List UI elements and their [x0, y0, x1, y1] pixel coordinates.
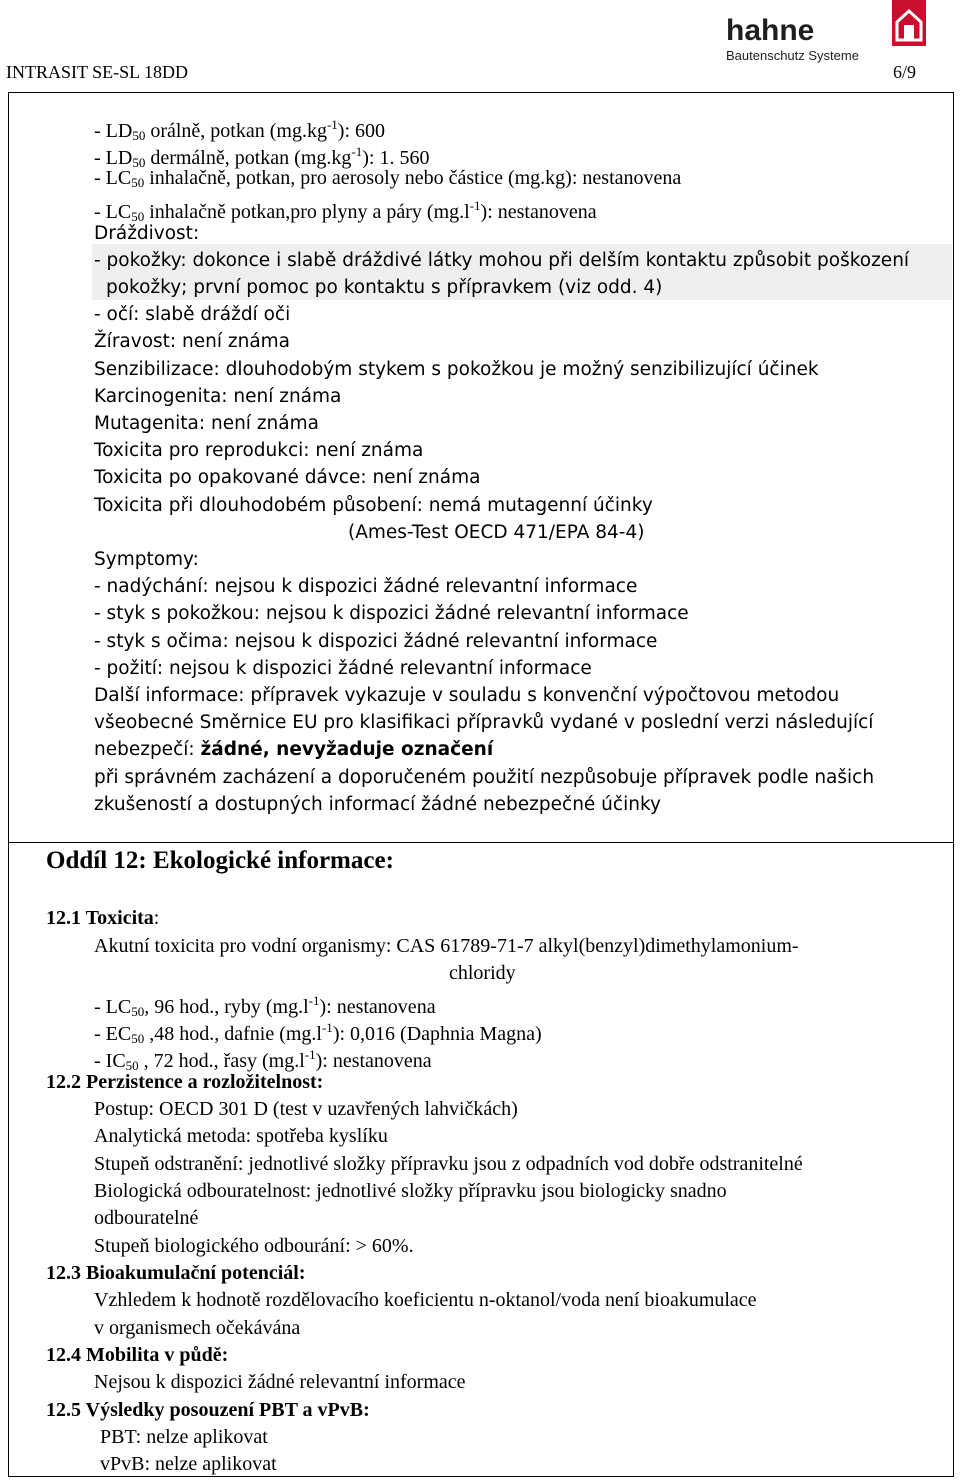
further-info-line-5: zkušeností a dostupných informací žádné nebezpečné účinky [94, 794, 661, 815]
lc50-gas-line: - $LC_{50}$ inhalačně potkan,pro plyny a páry $(mg.l^{-1})$: nestanovena [94, 198, 597, 224]
acute-toxicity-line-2: chloridy [449, 962, 516, 984]
ld50-oral-line: - $LD_{50}$ orálně, potkan $(mg.kg^{-1})$: 600 [94, 117, 386, 143]
logo-wordmark: hahne [726, 14, 815, 47]
further-info-line-4: při správném zacházení a doporučeném použití nezpůsobuje přípravek podle našich [94, 767, 875, 788]
ld50-dermal-line: - $LD_{50}$ dermálně, potkan $(mg.kg^{-1})$: 1. 560 [94, 144, 430, 170]
symptoms-label: Symptomy: [94, 549, 199, 570]
ames-test-line: (Ames-Test OECD 471/EPA 84-4) [348, 522, 645, 543]
mobility-line: Nejsou k dispozici žádné relevantní informace [94, 1371, 466, 1393]
subsection-12-5-heading: 12.5 Výsledky posouzení PBT a vPvB: [46, 1399, 370, 1421]
carcinogenicity-line: Karcinogenita: není známa [94, 386, 342, 407]
symptom-inhalation: - nadýchání: nejsou k dispozici žádné relevantní informace [94, 576, 638, 597]
analytic-method-line: Analytická metoda: spotřeba kyslíku [94, 1125, 388, 1147]
biodegradability-line-1: Biologická odbouratelnost: jednotlivé složky přípravku jsou biologicky snadno [94, 1180, 727, 1202]
document-title: INTRASIT SE-SL 18DD [6, 62, 189, 82]
lc50-fish-line: - $LC_{50}$, 96 hod., ryby $(mg.l^{-1})$: nestanovena [94, 993, 436, 1019]
page-number: 6/9 [892, 62, 916, 82]
lc50-aerosol-line: - $LC_{50}$ inhalačně, potkan, pro aerosoly nebo částice (mg.kg): nestanovena [94, 167, 682, 190]
ec50-daphnia-line: - $EC_{50}$ ,48 hod., dafnie $(mg.l^{-1})$: 0,016 (Daphnia Magna) [94, 1020, 542, 1046]
sensitization-line: Senzibilizace: dlouhodobým stykem s pokožkou je možný senzibilizující účinek [94, 359, 819, 380]
pbt-line: PBT: nelze aplikovat [100, 1426, 268, 1448]
house-logo-icon [892, 0, 926, 46]
symptom-skin: - styk s pokožkou: nejsou k dispozici žádné relevantní informace [94, 603, 689, 624]
removal-degree-line: Stupeň odstranění: jednotlivé složky přípravku jsou z odpadních vod dobře odstranitelné [94, 1153, 803, 1175]
subsection-12-1-heading: 12.1 Toxicita: [46, 907, 160, 929]
subsection-12-2-heading: 12.2 Perzistence a rozložitelnost: [46, 1071, 324, 1093]
test-procedure-line: Postup: OECD 301 D (test v uzavřených lahvičkách) [94, 1098, 518, 1120]
biodegradation-level-line: Stupeň biologického odbourání: > 60%. [94, 1235, 414, 1257]
acute-toxicity-line-1: Akutní toxicita pro vodní organismy: CAS 61789-71-7 alkyl(benzyl)dimethylamonium- [94, 935, 799, 957]
reproductive-toxicity-line: Toxicita pro reprodukci: není známa [94, 440, 424, 461]
vpvb-line: vPvB: nelze aplikovat [100, 1453, 277, 1475]
subsection-12-4-heading: 12.4 Mobilita v půdě: [46, 1344, 229, 1366]
ic50-algae-line: - $IC_{50}$ , 72 hod., řasy $(mg.l^{-1})$: nestanovena [94, 1047, 432, 1073]
biodegradability-line-2: odbouratelné [94, 1207, 199, 1229]
further-info-line-2: všeobecné Směrnice EU pro klasifikaci přípravků vydané v poslední verzi následující [94, 712, 874, 733]
symptom-eyes: - styk s očima: nejsou k dispozici žádné relevantní informace [94, 631, 658, 652]
section-divider [8, 842, 954, 843]
eye-irritancy-line: - očí: slabě dráždí oči [94, 304, 291, 325]
symptom-ingestion: - požití: nejsou k dispozici žádné relevantní informace [94, 658, 592, 679]
bioaccumulation-line-1: Vzhledem k hodnotě rozdělovacího koeficientu n-oktanol/voda není bioakumulace [94, 1289, 757, 1311]
logo-tagline: Bautenschutz Systeme [726, 48, 859, 63]
company-logo [726, 0, 926, 64]
section-12-heading: Oddíl 12: Ekologické informace: [46, 847, 394, 874]
irritancy-label: Dráždivost: [94, 223, 200, 244]
skin-irritancy-line-1: - pokožky: dokonce i slabě dráždivé látky mohou při delším kontaktu způsobit poškození [94, 250, 910, 271]
subsection-12-3-heading: 12.3 Bioakumulační potenciál: [46, 1262, 306, 1284]
skin-irritancy-line-2: pokožky; první pomoc po kontaktu s přípravkem (viz odd. 4) [106, 277, 663, 298]
long-term-toxicity-line: Toxicita při dlouhodobém působení: nemá mutagenní účinky [94, 495, 653, 516]
corrosivity-line: Žíravost: není známa [94, 331, 291, 352]
repeated-dose-line: Toxicita po opakované dávce: není známa [94, 467, 481, 488]
bioaccumulation-line-2: v organismech očekávána [94, 1317, 301, 1339]
further-info-line-1: Další informace: přípravek vykazuje v souladu s konvenční výpočtovou metodou [94, 685, 840, 706]
further-info-line-3: nebezpečí: žádné, nevyžaduje označení [94, 739, 494, 760]
mutagenicity-line: Mutagenita: není známa [94, 413, 319, 434]
